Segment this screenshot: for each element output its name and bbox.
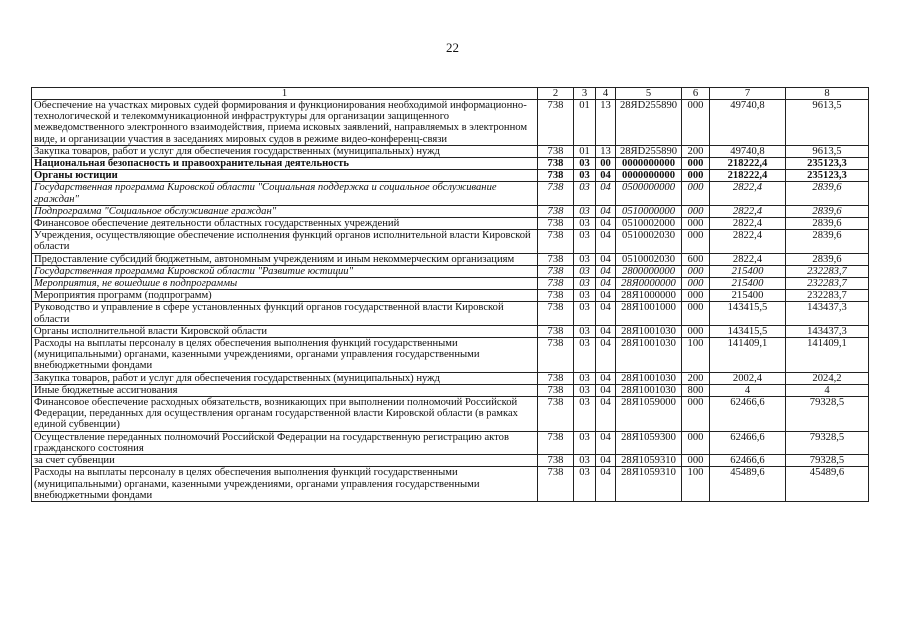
row-target-code: 28Я1059300 bbox=[616, 431, 682, 454]
row-subsection-code: 04 bbox=[596, 205, 616, 217]
row-target-code: 0000000000 bbox=[616, 158, 682, 170]
row-amount-year2: 79328,5 bbox=[786, 397, 869, 432]
row-expense-type: 600 bbox=[682, 253, 710, 265]
row-amount-year2: 79328,5 bbox=[786, 455, 869, 467]
row-description: Мероприятия программ (подпрограмм) bbox=[32, 290, 538, 302]
row-subsection-code: 04 bbox=[596, 182, 616, 205]
table-row bbox=[32, 158, 869, 170]
row-target-code: 0500000000 bbox=[616, 182, 682, 205]
row-expense-type: 200 bbox=[682, 372, 710, 384]
row-target-code: 0510002030 bbox=[616, 230, 682, 253]
row-amount-year2: 79328,5 bbox=[786, 431, 869, 454]
row-ministry-code: 738 bbox=[538, 467, 574, 502]
table-row bbox=[32, 100, 869, 146]
row-expense-type: 800 bbox=[682, 384, 710, 396]
row-amount-year1: 2002,4 bbox=[710, 372, 786, 384]
row-amount-year1: 143415,5 bbox=[710, 325, 786, 337]
row-amount-year2: 2839,6 bbox=[786, 182, 869, 205]
row-target-code: 28Я1000000 bbox=[616, 290, 682, 302]
row-description: Руководство и управление в сфере установленных функций органов государственной власти Кировской области bbox=[32, 302, 538, 325]
row-description: Учреждения, осуществляющие обеспечение исполнения функций органов исполнительной власти Кировской области bbox=[32, 230, 538, 253]
row-expense-type: 000 bbox=[682, 218, 710, 230]
row-section-code: 03 bbox=[574, 278, 596, 290]
row-description: Закупка товаров, работ и услуг для обеспечения государственных (муниципальных) нужд bbox=[32, 372, 538, 384]
row-amount-year2: 232283,7 bbox=[786, 265, 869, 277]
row-amount-year1: 49740,8 bbox=[710, 100, 786, 146]
row-amount-year2: 143437,3 bbox=[786, 302, 869, 325]
row-subsection-code: 04 bbox=[596, 455, 616, 467]
row-description: Расходы на выплаты персоналу в целях обеспечения выполнения функций государственными (муниципальными) органами, казенными учреждениями, органами управления государственными внебюджетными фондами bbox=[32, 338, 538, 373]
row-section-code: 03 bbox=[574, 158, 596, 170]
row-subsection-code: 04 bbox=[596, 338, 616, 373]
row-amount-year1: 62466,6 bbox=[710, 455, 786, 467]
row-amount-year2: 9613,5 bbox=[786, 100, 869, 146]
row-amount-year1: 2822,4 bbox=[710, 182, 786, 205]
table-row bbox=[32, 455, 869, 467]
table-row bbox=[32, 265, 869, 277]
row-expense-type: 000 bbox=[682, 100, 710, 146]
row-subsection-code: 04 bbox=[596, 384, 616, 396]
row-subsection-code: 13 bbox=[596, 145, 616, 157]
row-amount-year1: 215400 bbox=[710, 265, 786, 277]
row-expense-type: 000 bbox=[682, 397, 710, 432]
row-target-code: 28ЯD255890 bbox=[616, 100, 682, 146]
row-subsection-code: 04 bbox=[596, 290, 616, 302]
row-ministry-code: 738 bbox=[538, 278, 574, 290]
row-section-code: 03 bbox=[574, 205, 596, 217]
row-target-code: 28Я1059000 bbox=[616, 397, 682, 432]
column-header-6: 6 bbox=[682, 88, 710, 100]
row-section-code: 03 bbox=[574, 384, 596, 396]
row-subsection-code: 04 bbox=[596, 265, 616, 277]
row-ministry-code: 738 bbox=[538, 158, 574, 170]
row-section-code: 03 bbox=[574, 170, 596, 182]
column-header-4: 4 bbox=[596, 88, 616, 100]
row-amount-year1: 141409,1 bbox=[710, 338, 786, 373]
row-section-code: 03 bbox=[574, 467, 596, 502]
table-row bbox=[32, 384, 869, 396]
row-ministry-code: 738 bbox=[538, 182, 574, 205]
row-description: Иные бюджетные ассигнования bbox=[32, 384, 538, 396]
row-expense-type: 000 bbox=[682, 455, 710, 467]
row-amount-year1: 4 bbox=[710, 384, 786, 396]
row-amount-year1: 143415,5 bbox=[710, 302, 786, 325]
row-section-code: 03 bbox=[574, 290, 596, 302]
table-row bbox=[32, 278, 869, 290]
row-ministry-code: 738 bbox=[538, 100, 574, 146]
row-expense-type: 000 bbox=[682, 158, 710, 170]
row-target-code: 28Я1001030 bbox=[616, 384, 682, 396]
row-ministry-code: 738 bbox=[538, 265, 574, 277]
table-row bbox=[32, 397, 869, 432]
row-subsection-code: 04 bbox=[596, 397, 616, 432]
row-amount-year2: 2839,6 bbox=[786, 253, 869, 265]
row-amount-year1: 2822,4 bbox=[710, 230, 786, 253]
row-amount-year2: 9613,5 bbox=[786, 145, 869, 157]
row-amount-year1: 62466,6 bbox=[710, 397, 786, 432]
row-expense-type: 000 bbox=[682, 265, 710, 277]
row-amount-year2: 141409,1 bbox=[786, 338, 869, 373]
row-amount-year2: 2024,2 bbox=[786, 372, 869, 384]
table-row bbox=[32, 290, 869, 302]
column-header-7: 7 bbox=[710, 88, 786, 100]
row-amount-year1: 2822,4 bbox=[710, 218, 786, 230]
table-row bbox=[32, 338, 869, 373]
page-number: 22 bbox=[446, 40, 459, 55]
table-row bbox=[32, 145, 869, 157]
row-expense-type: 000 bbox=[682, 302, 710, 325]
row-expense-type: 000 bbox=[682, 325, 710, 337]
row-description: Государственная программа Кировской области "Социальная поддержка и социальное обслуживание граждан" bbox=[32, 182, 538, 205]
row-target-code: 0510000000 bbox=[616, 205, 682, 217]
row-target-code: 28Я0000000 bbox=[616, 278, 682, 290]
row-amount-year1: 215400 bbox=[710, 290, 786, 302]
row-subsection-code: 04 bbox=[596, 170, 616, 182]
row-description: Закупка товаров, работ и услуг для обеспечения государственных (муниципальных) нужд bbox=[32, 145, 538, 157]
table-row bbox=[32, 182, 869, 205]
row-subsection-code: 04 bbox=[596, 467, 616, 502]
row-section-code: 03 bbox=[574, 230, 596, 253]
row-amount-year2: 235123,3 bbox=[786, 170, 869, 182]
row-amount-year2: 235123,3 bbox=[786, 158, 869, 170]
row-description: Государственная программа Кировской области "Развитие юстиции" bbox=[32, 265, 538, 277]
row-description: Предоставление субсидий бюджетным, автономным учреждениям и иным некоммерческим организациям bbox=[32, 253, 538, 265]
row-subsection-code: 04 bbox=[596, 372, 616, 384]
row-amount-year1: 218222,4 bbox=[710, 170, 786, 182]
row-subsection-code: 04 bbox=[596, 253, 616, 265]
row-amount-year2: 232283,7 bbox=[786, 278, 869, 290]
row-target-code: 28ЯD255890 bbox=[616, 145, 682, 157]
row-target-code: 0000000000 bbox=[616, 170, 682, 182]
row-target-code: 0510002000 bbox=[616, 218, 682, 230]
row-target-code: 2800000000 bbox=[616, 265, 682, 277]
row-subsection-code: 13 bbox=[596, 100, 616, 146]
row-ministry-code: 738 bbox=[538, 397, 574, 432]
row-description: Осуществление переданных полномочий Российской Федерации на государственную регистрацию актов гражданского состояния bbox=[32, 431, 538, 454]
row-amount-year2: 232283,7 bbox=[786, 290, 869, 302]
table-header-row bbox=[32, 88, 869, 100]
row-ministry-code: 738 bbox=[538, 205, 574, 217]
row-expense-type: 000 bbox=[682, 290, 710, 302]
row-description: Финансовое обеспечение деятельности областных государственных учреждений bbox=[32, 218, 538, 230]
row-amount-year1: 62466,6 bbox=[710, 431, 786, 454]
row-target-code: 28Я1001030 bbox=[616, 325, 682, 337]
column-header-5: 5 bbox=[616, 88, 682, 100]
row-description: Расходы на выплаты персоналу в целях обеспечения выполнения функций государственными (муниципальными) органами, казенными учреждениями, органами управления государственными внебюджетными фондами bbox=[32, 467, 538, 502]
row-subsection-code: 04 bbox=[596, 325, 616, 337]
row-expense-type: 000 bbox=[682, 170, 710, 182]
row-subsection-code: 04 bbox=[596, 302, 616, 325]
row-amount-year2: 2839,6 bbox=[786, 205, 869, 217]
row-section-code: 03 bbox=[574, 218, 596, 230]
row-section-code: 03 bbox=[574, 325, 596, 337]
table-body bbox=[32, 100, 869, 502]
row-ministry-code: 738 bbox=[538, 253, 574, 265]
row-ministry-code: 738 bbox=[538, 230, 574, 253]
row-description: Финансовое обеспечение расходных обязательств, возникающих при выполнении полномочий Российской Федерации, переданных для осуществления органам государственной власти Кировской области (в рамках единой субвенции) bbox=[32, 397, 538, 432]
table-row bbox=[32, 302, 869, 325]
row-section-code: 03 bbox=[574, 431, 596, 454]
row-subsection-code: 00 bbox=[596, 158, 616, 170]
row-amount-year1: 218222,4 bbox=[710, 158, 786, 170]
table-row bbox=[32, 372, 869, 384]
column-header-3: 3 bbox=[574, 88, 596, 100]
row-expense-type: 000 bbox=[682, 230, 710, 253]
table-row bbox=[32, 325, 869, 337]
table-row bbox=[32, 230, 869, 253]
row-amount-year2: 45489,6 bbox=[786, 467, 869, 502]
row-amount-year1: 45489,6 bbox=[710, 467, 786, 502]
row-ministry-code: 738 bbox=[538, 338, 574, 373]
table-row bbox=[32, 467, 869, 502]
row-ministry-code: 738 bbox=[538, 431, 574, 454]
row-expense-type: 100 bbox=[682, 338, 710, 373]
row-ministry-code: 738 bbox=[538, 170, 574, 182]
row-ministry-code: 738 bbox=[538, 384, 574, 396]
row-section-code: 03 bbox=[574, 397, 596, 432]
row-expense-type: 200 bbox=[682, 145, 710, 157]
row-ministry-code: 738 bbox=[538, 218, 574, 230]
row-section-code: 01 bbox=[574, 145, 596, 157]
row-expense-type: 000 bbox=[682, 205, 710, 217]
table-row bbox=[32, 253, 869, 265]
row-amount-year1: 215400 bbox=[710, 278, 786, 290]
row-description: Подпрограмма "Социальное обслуживание граждан" bbox=[32, 205, 538, 217]
row-section-code: 03 bbox=[574, 455, 596, 467]
column-header-8: 8 bbox=[786, 88, 869, 100]
row-target-code: 28Я1059310 bbox=[616, 467, 682, 502]
row-description: Органы исполнительной власти Кировской области bbox=[32, 325, 538, 337]
row-ministry-code: 738 bbox=[538, 325, 574, 337]
row-subsection-code: 04 bbox=[596, 431, 616, 454]
row-target-code: 0510002030 bbox=[616, 253, 682, 265]
row-amount-year1: 2822,4 bbox=[710, 253, 786, 265]
row-ministry-code: 738 bbox=[538, 455, 574, 467]
row-description: Органы юстиции bbox=[32, 170, 538, 182]
row-subsection-code: 04 bbox=[596, 218, 616, 230]
row-description: Мероприятия, не вошедшие в подпрограммы bbox=[32, 278, 538, 290]
row-amount-year2: 2839,6 bbox=[786, 218, 869, 230]
row-ministry-code: 738 bbox=[538, 145, 574, 157]
row-target-code: 28Я1001000 bbox=[616, 302, 682, 325]
row-expense-type: 000 bbox=[682, 278, 710, 290]
budget-table bbox=[31, 87, 869, 502]
row-section-code: 03 bbox=[574, 182, 596, 205]
column-header-1: 1 bbox=[32, 88, 538, 100]
row-target-code: 28Я1001030 bbox=[616, 372, 682, 384]
row-section-code: 03 bbox=[574, 372, 596, 384]
row-ministry-code: 738 bbox=[538, 290, 574, 302]
row-ministry-code: 738 bbox=[538, 302, 574, 325]
row-amount-year2: 4 bbox=[786, 384, 869, 396]
row-expense-type: 000 bbox=[682, 431, 710, 454]
row-description: за счет субвенции bbox=[32, 455, 538, 467]
row-section-code: 03 bbox=[574, 253, 596, 265]
row-amount-year1: 49740,8 bbox=[710, 145, 786, 157]
row-target-code: 28Я1059310 bbox=[616, 455, 682, 467]
row-expense-type: 000 bbox=[682, 182, 710, 205]
row-subsection-code: 04 bbox=[596, 278, 616, 290]
row-amount-year2: 143437,3 bbox=[786, 325, 869, 337]
row-ministry-code: 738 bbox=[538, 372, 574, 384]
table-row bbox=[32, 431, 869, 454]
row-section-code: 03 bbox=[574, 265, 596, 277]
row-amount-year2: 2839,6 bbox=[786, 230, 869, 253]
table-row bbox=[32, 218, 869, 230]
row-section-code: 01 bbox=[574, 100, 596, 146]
row-description: Национальная безопасность и правоохранительная деятельность bbox=[32, 158, 538, 170]
row-description: Обеспечение на участках мировых судей формирования и функционирования необходимой информационно-технологической и телекоммуникационной инфраструктуры для организации защищенного межведомственного электронного взаимодействия, приема исковых заявлений, направляемых в электронном виде, и организации участия в заседаниях мировых судов в режиме видео-конференц-связи bbox=[32, 100, 538, 146]
row-target-code: 28Я1001030 bbox=[616, 338, 682, 373]
row-subsection-code: 04 bbox=[596, 230, 616, 253]
row-section-code: 03 bbox=[574, 302, 596, 325]
table-row bbox=[32, 205, 869, 217]
row-expense-type: 100 bbox=[682, 467, 710, 502]
column-header-2: 2 bbox=[538, 88, 574, 100]
row-section-code: 03 bbox=[574, 338, 596, 373]
row-amount-year1: 2822,4 bbox=[710, 205, 786, 217]
table-row bbox=[32, 170, 869, 182]
